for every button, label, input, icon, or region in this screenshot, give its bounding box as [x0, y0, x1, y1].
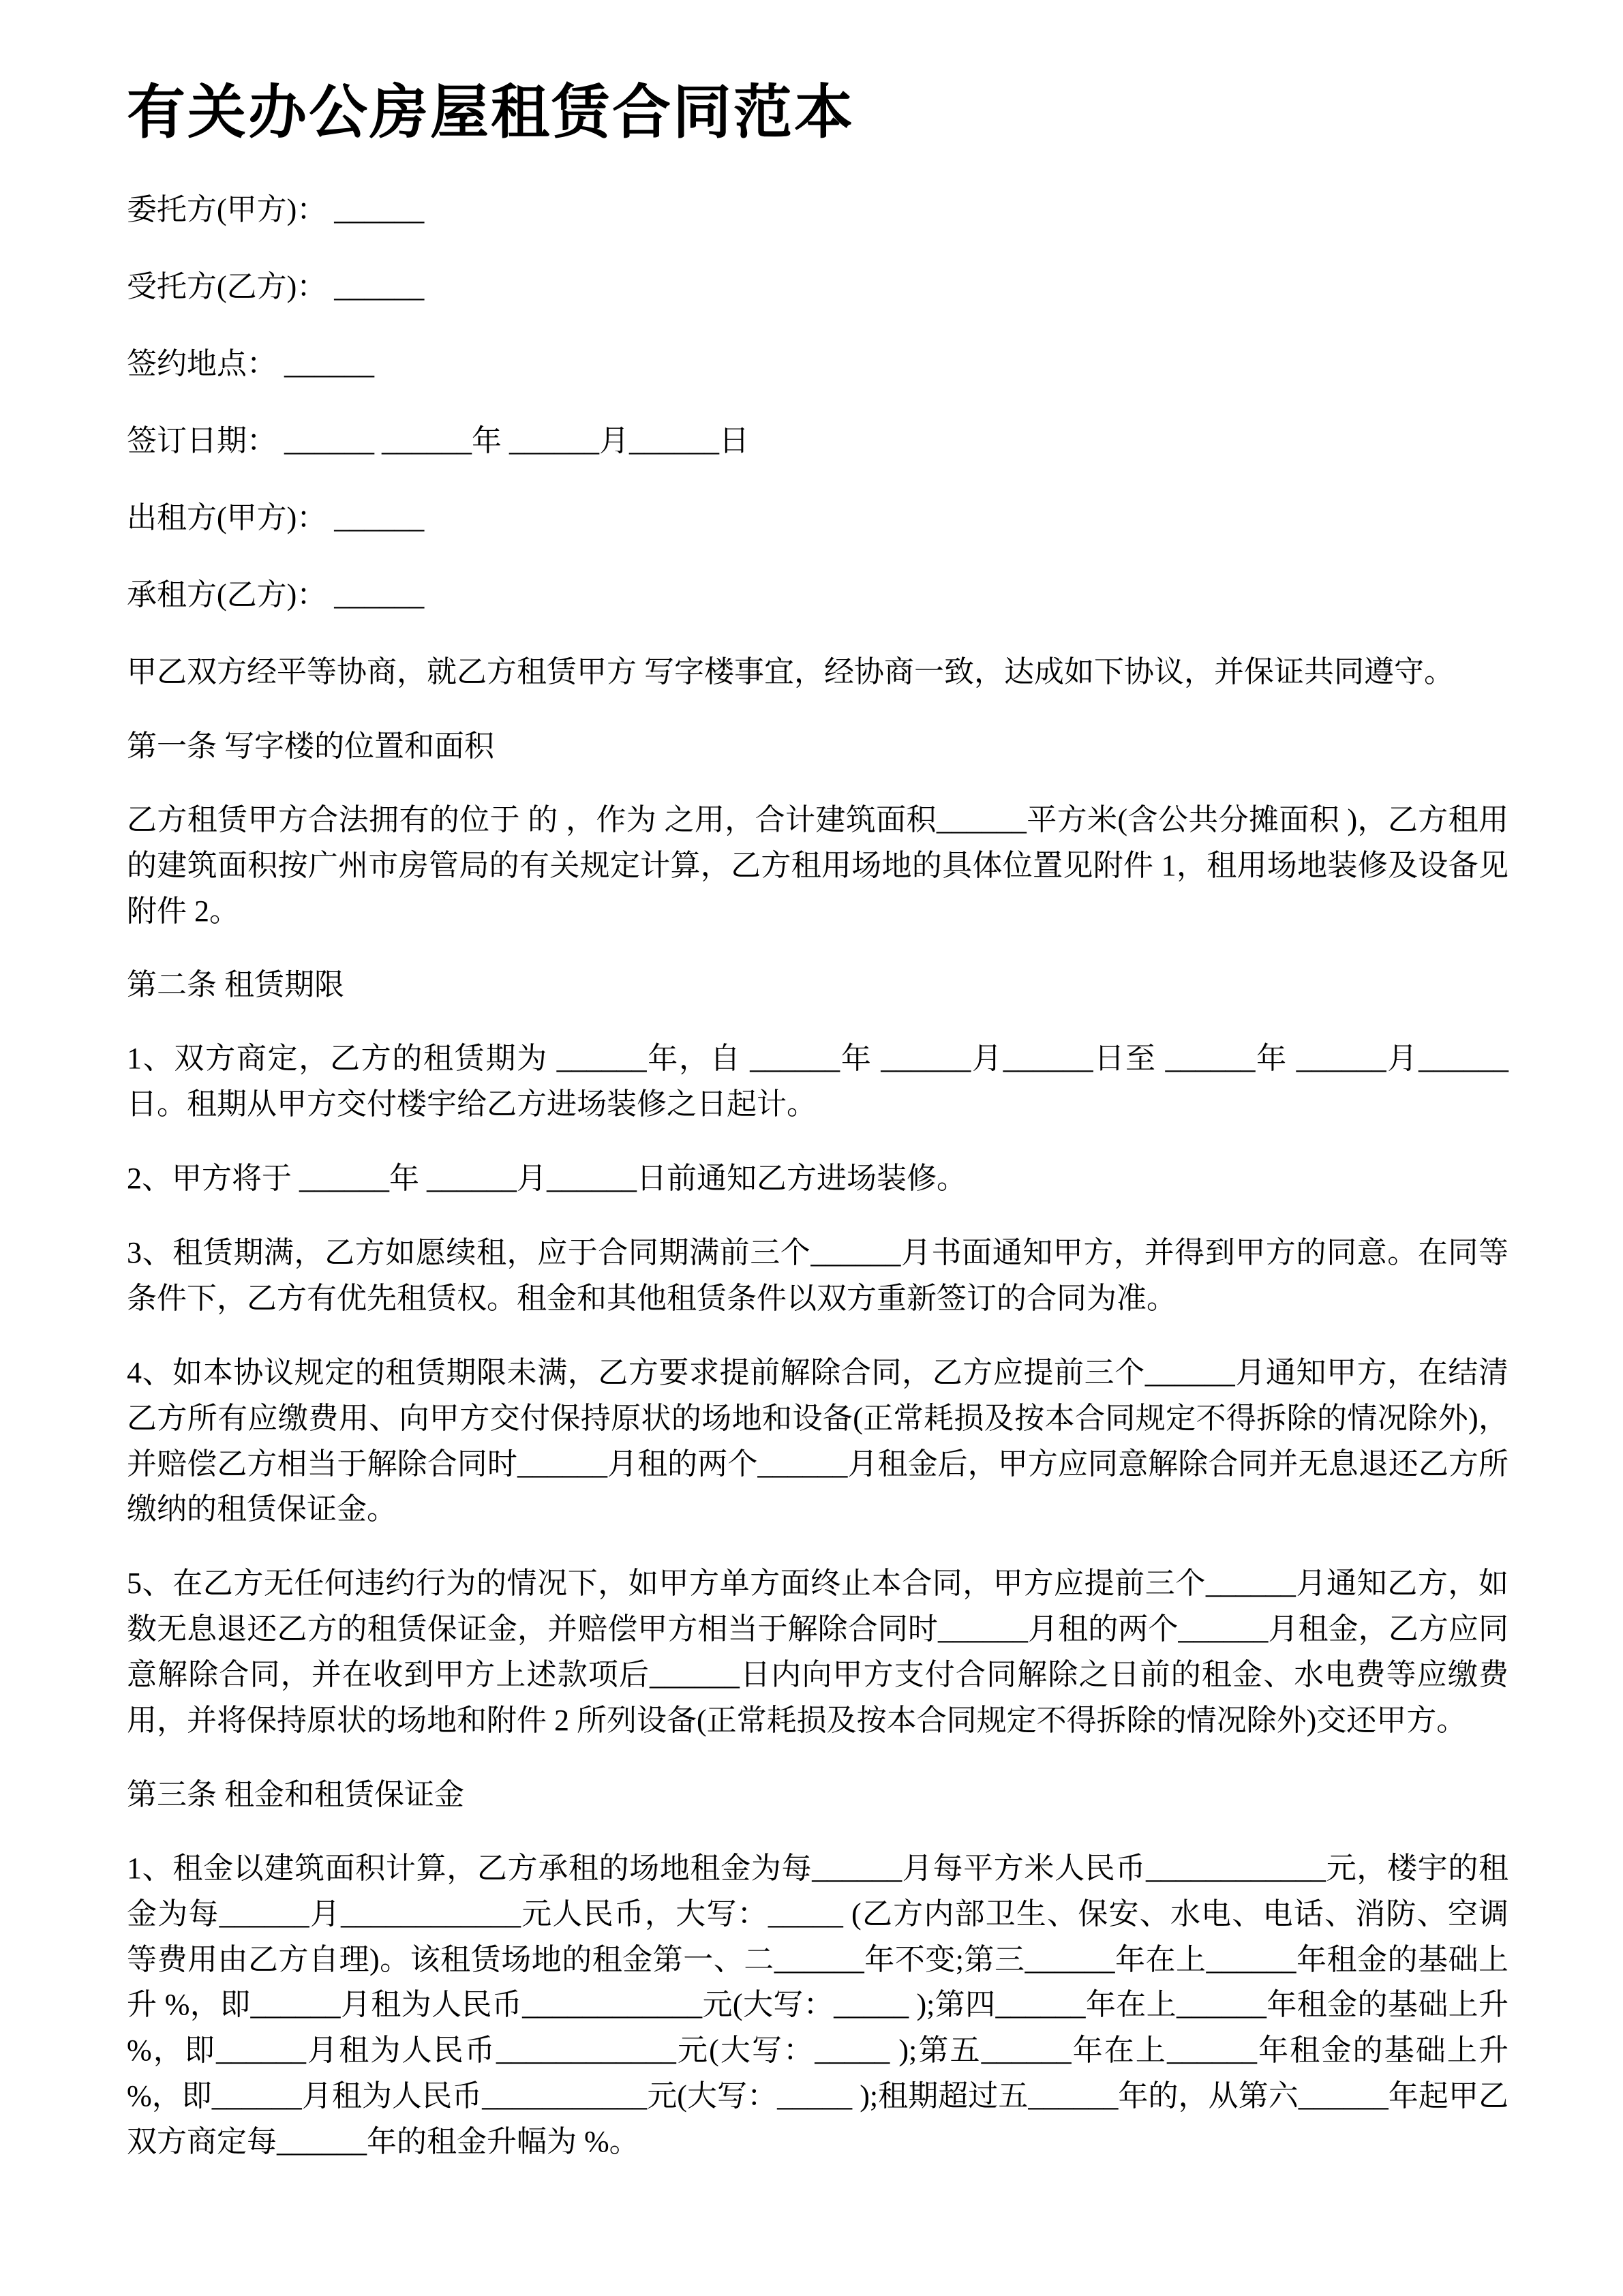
- section-1-heading: 第一条 写字楼的位置和面积: [127, 729, 494, 763]
- section-3-clause-1: 1、租金以建筑面积计算，乙方承租的场地租金为每______月每平方米人民币____________元，楼宇的租金为每______月____________元人民币，大写：_____ (乙方内部卫生、保安、水电、电话、消防、空调等费用由乙方自理)。该租赁场地的租金第一、二______年不变;第三______年在上______年租金的基础上升 %，即______月租为人民币____________元(大写：_____ );第四______年在上______年租金的基础上升 %，即______月租为人民币____________元(大写：_____ );第五______年在上______年租金的基础上升 %，即______月租为人民币___________元(大写：_____ );租期超过五______年的，从第六______年起甲乙双方商定每______年的租金升幅为 %。: [127, 1851, 1508, 2159]
- field-lessor-party-a: 出租方(甲方)： ______: [127, 500, 425, 534]
- field-signing-place: 签约地点： ______: [127, 346, 374, 380]
- section-2-clause-3: 3、租赁期满，乙方如愿续租，应于合同期满前三个______月书面通知甲方，并得到甲方的同意。在同等条件下，乙方有优先租赁权。租金和其他租赁条件以双方重新签订的合同为准。: [127, 1236, 1508, 1315]
- field-lessee-party-b: 承租方(乙方)： ______: [127, 577, 425, 611]
- section-2-heading: 第二条 租赁期限: [127, 968, 344, 1002]
- field-signing-date: 签订日期： ______ ______年 ______月______日: [127, 423, 749, 457]
- field-entrusting-party-a: 委托方(甲方)： ______: [127, 192, 425, 226]
- section-2-clause-2: 2、甲方将于 ______年 ______月______日前通知乙方进场装修。: [127, 1162, 967, 1196]
- field-entrusted-party-b: 受托方(乙方)： ______: [127, 269, 425, 303]
- document-title: 有关办公房屋租赁合同范本: [127, 80, 855, 145]
- section-2-clause-4: 4、如本协议规定的租赁期限未满，乙方要求提前解除合同，乙方应提前三个______月通知甲方，在结清乙方所有应缴费用、向甲方交付保持原状的场地和设备(正常耗损及按本合同规定不得拆除的情况除外)，并赔偿乙方相当于解除合同时______月租的两个______月租金后，甲方应同意解除合同并无息退还乙方所缴纳的租赁保证金。: [127, 1355, 1508, 1526]
- preamble-paragraph: 甲乙双方经平等协商，就乙方租赁甲方 写字楼事宜，经协商一致，达成如下协议，并保证共同遵守。: [127, 654, 1454, 689]
- section-2-clause-1: 1、双方商定，乙方的租赁期为 ______年，自 ______年 ______月______日至 ______年 ______月______日。租期从甲方交付楼宇给乙方进场装修之日起计。: [127, 1042, 1508, 1121]
- section-2-clause-5: 5、在乙方无任何违约行为的情况下，如甲方单方面终止本合同，甲方应提前三个______月通知乙方，如数无息退还乙方的租赁保证金，并赔偿甲方相当于解除合同时______月租的两个______月租金，乙方应同意解除合同，并在收到甲方上述款项后______日内向甲方支付合同解除之日前的租金、水电费等应缴费用，并将保持原状的场地和附件 2 所列设备(正常耗损及按本合同规定不得拆除的情况除外)交还甲方。: [127, 1567, 1508, 1737]
- section-3-heading: 第三条 租金和租赁保证金: [127, 1777, 464, 1811]
- section-1-clause-1: 乙方租赁甲方合法拥有的位于 的 ，作为 之用，合计建筑面积______平方米(含公共分摊面积 )，乙方租用的建筑面积按广州市房管局的有关规定计算，乙方租用场地的具体位置见附件 1，租用场地装修及设备见附件 2。: [127, 802, 1508, 928]
